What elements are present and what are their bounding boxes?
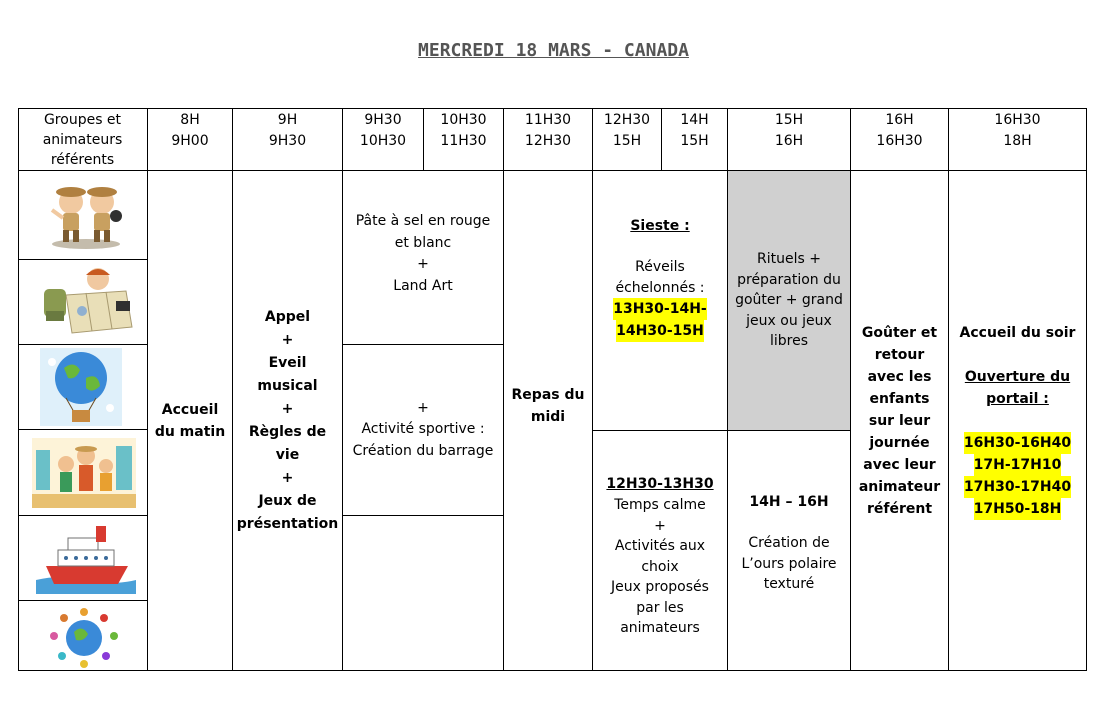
- accueil-soir-cell: Accueil du soir Ouverture du portail : 16H30-16H40 17H-17H10 17H30-17H40 17H50-18H: [949, 171, 1086, 670]
- header-col-10h30: 10H30 11H30: [440, 112, 487, 149]
- header-col-12h30: 12H30 15H: [603, 112, 651, 149]
- header-col-11h30: 11H30 12H30: [524, 112, 572, 149]
- world-children-icon: [46, 604, 122, 668]
- header-col-9h30: 9H30 10H30: [359, 112, 407, 149]
- globe-balloon-icon: [40, 348, 122, 426]
- gouter-cell: Goûter et retour avec les enfants sur leur journée avec leur animateur référent: [858, 324, 941, 517]
- sieste-cell: Sieste : Réveils échelonnés : 13H30-14H- 14H30-15H: [593, 171, 727, 430]
- cruise-ship-icon: [36, 522, 136, 594]
- header-groups: Groupes et animateurs référents: [42, 112, 123, 168]
- ours-polaire-cell: 14H – 16H Création de L’ours polaire texturé: [741, 494, 837, 592]
- activite-sportive-cell: + Activité sportive : Création du barrage: [352, 399, 494, 459]
- schedule-table: [18, 108, 1087, 671]
- header-col-8h: 8H 9H00: [171, 112, 209, 149]
- header-col-16h30: 16H30 18H: [994, 112, 1041, 149]
- page-title: MERCREDI 18 MARS - CANADA: [418, 40, 689, 61]
- repas-midi-cell: Repas du midi: [511, 387, 585, 425]
- appel-cell: Appel + Eveil musical + Règles de vie + Jeux de présentation: [236, 308, 339, 532]
- header-col-9h: 9H 9H30: [268, 112, 307, 149]
- header-col-15h: 15H 16H: [774, 112, 804, 149]
- header-col-16h: 16H 16H30: [876, 112, 923, 149]
- rituels-cell: Rituels + préparation du goûter + grand jeux ou jeux libres: [735, 251, 843, 350]
- travel-gear-icon: [36, 265, 136, 337]
- header-col-14h: 14H 15H: [680, 112, 709, 149]
- explorer-kids-icon: [46, 180, 126, 250]
- hiking-family-icon: [32, 438, 136, 508]
- pate-a-sel-cell: Pâte à sel en rouge et blanc + Land Art: [355, 213, 491, 294]
- temps-calme-cell: 12H30-13H30 Temps calme + Activités aux choix Jeux proposés par les animateurs: [606, 476, 714, 636]
- accueil-matin-cell: Accueil du matin: [154, 401, 226, 440]
